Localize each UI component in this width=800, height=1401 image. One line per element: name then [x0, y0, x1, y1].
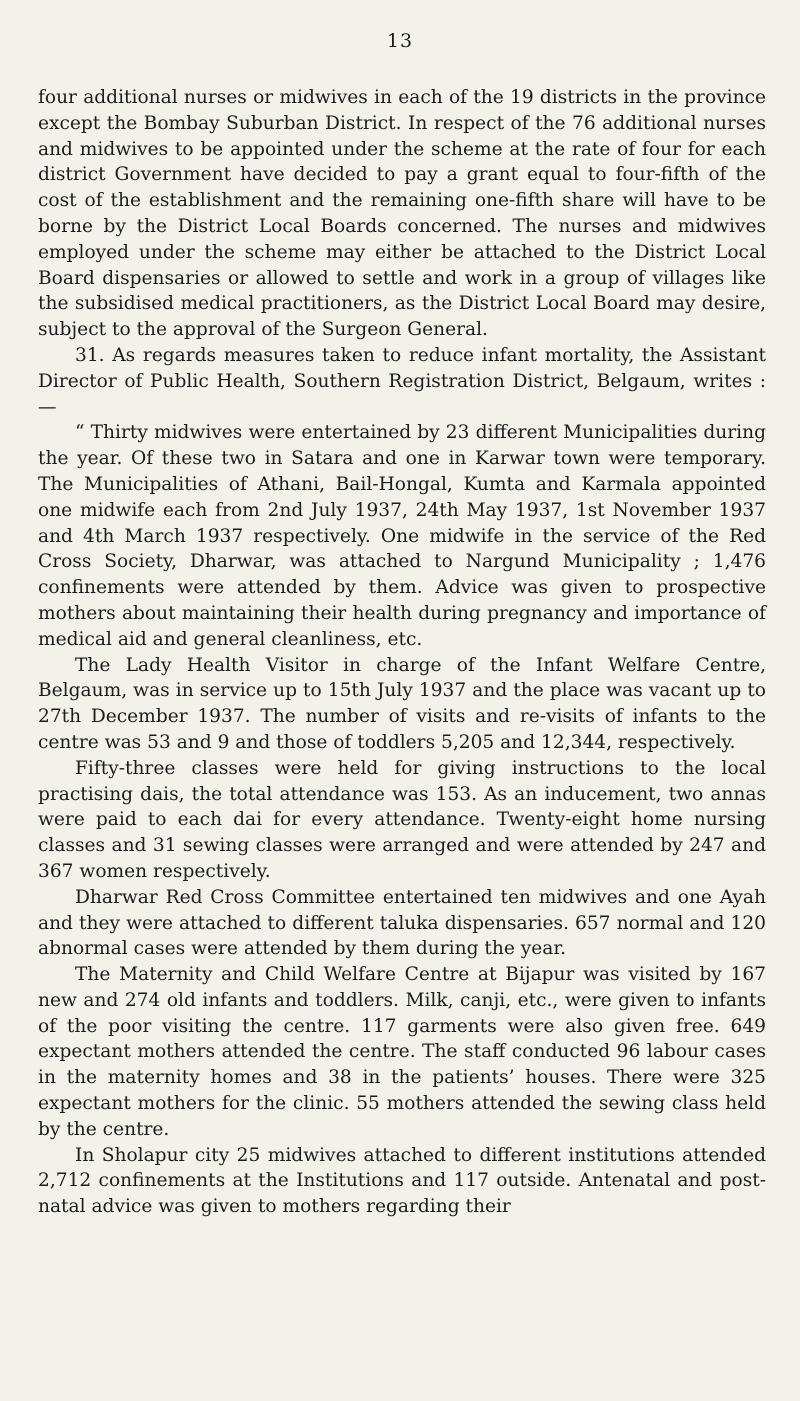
paragraph-lady-health-visitor: The Lady Health Visitor in charge of the Infant Welfare Centre, Belgaum, was in service up to 15th July 1937 and the place was vacant up to 27th December 1937. The number of visits and re-visits of infants to the centre was 53 and 9 and those of toddlers 5,205 and 12,344, respectively. [38, 654, 766, 753]
paragraph-bijapur: The Maternity and Child Welfare Centre at Bijapur was visited by 167 new and 274 old infants and toddlers. Milk, canji, etc., were given to infants of the poor visiting the centre. 117 garments were also given free. 649 expectant mothers attended the centre. The staff conducted 96 labour cases in the maternity homes and 38 in the patients’ houses. There were 325 expectant mothers for the clinic. 55 mothers attended the sewing class held by the centre. [38, 964, 766, 1140]
paragraph-quote-midwives: “ Thirty midwives were entertained by 23 different Municipalities during the year. Of these two in Satara and one in Karwar town were temporary. The Municipalities of Athani, Bail-Hongal, Kumta and Karmala appointed one midwife each from 2nd July 1937, 24th May 1937, 1st November 1937 and 4th March 1937 respectively. One midwife in the service of the Red Cross Society, Dharwar, was attached to Nargund Municipality ; 1,476 confinements were attended by them. Advice was given to prospective mothers about maintaining their health during pregnancy and importance of medical aid and general cleanliness, etc. [38, 422, 766, 650]
paragraph-continuation: four additional nurses or midwives in each of the 19 districts in the province except the Bombay Suburban District. In respect of the 76 additional nurses and midwives to be appointed under the scheme at the rate of four for each district Government have decided to pay a grant equal to four-fifth of the cost of the establishment and the remaining one-fifth share will have to be borne by the District Local Boards concerned. The nurses and midwives employed under the scheme may either be attached to the District Local Board dispensaries or allowed to settle and work in a group of villages like the subsidised medical practitioners, as the District Local Board may desire, subject to the approval of the Surgeon General. [38, 87, 766, 341]
paragraph-sholapur: In Sholapur city 25 midwives attached to different institutions attended 2,712 confinements at the Institutions and 117 outside. Antenatal and post-natal advice was given to mothers regarding their [38, 1144, 766, 1218]
body-text [38, 85, 766, 1220]
paragraph-dharwar: Dharwar Red Cross Committee entertained ten midwives and one Ayah and they were attached to different taluka dispensaries. 657 normal and 120 abnormal cases were attended by them during the year. [38, 886, 766, 960]
paragraph-31: 31. As regards measures taken to reduce infant mortality, the Assistant Director of Public Health, Southern Registration District, Belgaum, writes :— [38, 344, 766, 418]
paragraph-classes: Fifty-three classes were held for giving instructions to the local practising dais, the total attendance was 153. As an inducement, two annas were paid to each dai for every attendance. Twenty-eight home nursing classes and 31 sewing classes were arranged and were attended by 247 and 367 women respectively. [38, 757, 766, 882]
page-number: 13 [386, 30, 414, 52]
